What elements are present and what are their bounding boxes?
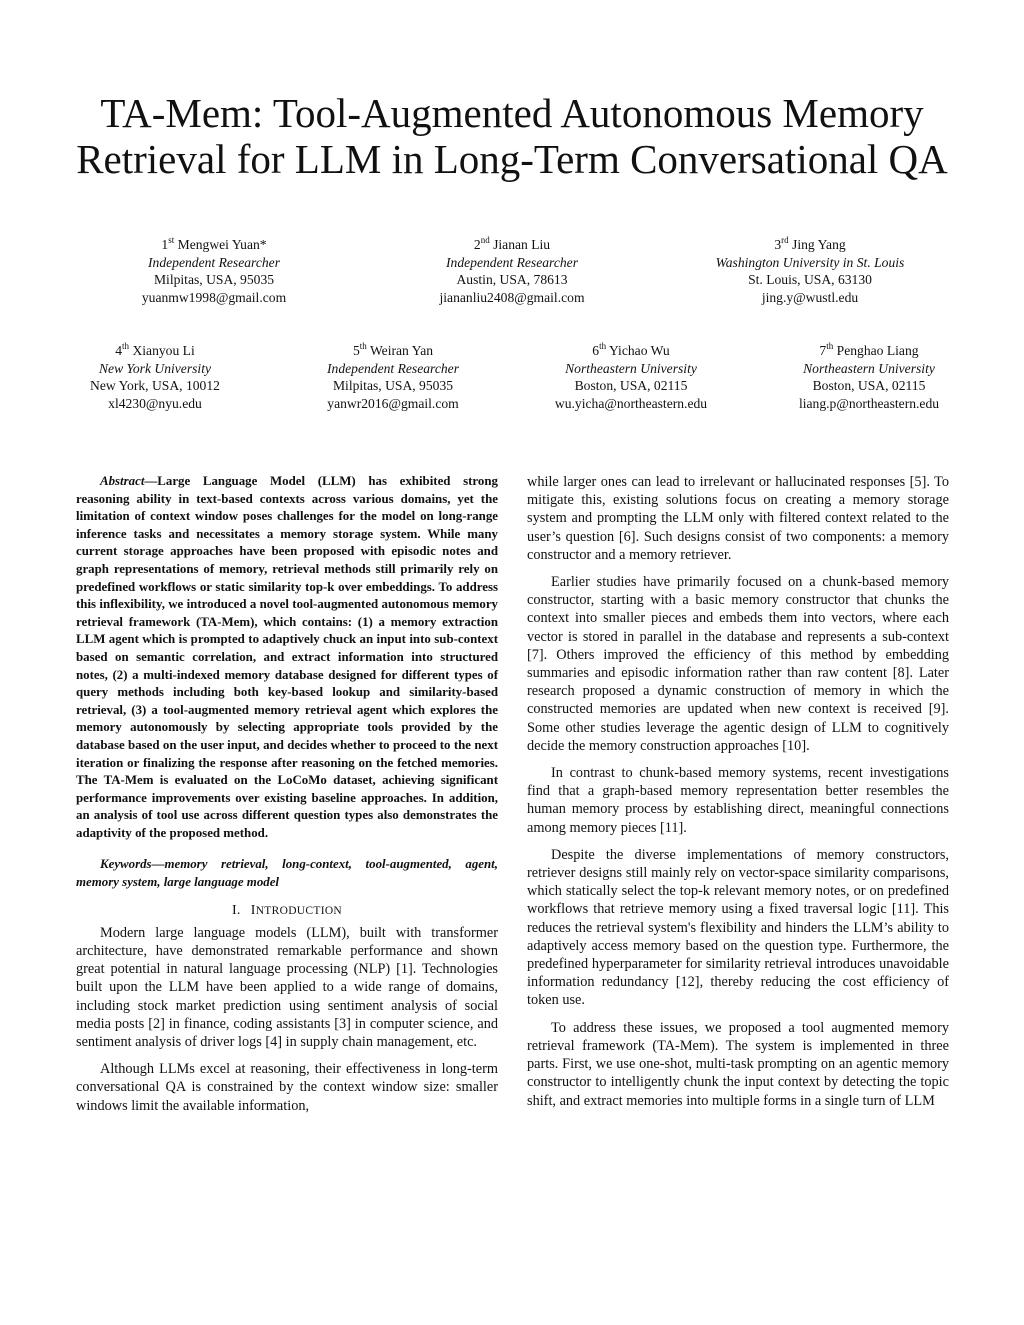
author-affiliation: Independent Researcher xyxy=(327,360,459,376)
author-name: 5th Weiran Yan xyxy=(352,341,434,358)
author-email: jing.y@wustl.edu xyxy=(761,289,859,305)
author-affiliation: Independent Researcher xyxy=(446,254,578,270)
paragraph: Despite the diverse implementations of memory constructors, retriever designs still mainly rely on vector-space similarity comparisons, which statically select the top-k relevant memory notes, or on predefined workflows that retrieve memory using a fixed traversal logic [11]. This reduces the retrieval system's flexibility and hinders the LLM’s ability to adaptively access memory based on the question type. Furthermore, the predefined hyperparameter for similarity retrieval introduces unavoidable information redundancy [12], thereby reducing the cost efficiency of token use. xyxy=(527,846,949,1009)
author-name: 7th Penghao Liang xyxy=(819,341,919,358)
author-block xyxy=(754,342,984,412)
title-line-1: TA-Mem: Tool-Augmented Autonomous Memory xyxy=(100,90,924,136)
authors-row-1 xyxy=(0,236,1024,306)
author-affiliation: Washington University in St. Louis xyxy=(715,254,905,270)
paragraph: In contrast to chunk-based memory systems, recent investigations find that a graph-based memory representation better resembles the human memory process by establishing direct, meaningful connections among memory pieces [11]. xyxy=(527,765,949,836)
author-location: Boston, USA, 02115 xyxy=(812,378,926,393)
section-heading-introduction xyxy=(76,902,498,920)
author-block xyxy=(65,236,363,306)
author-name: 6th Yichao Wu xyxy=(592,341,670,358)
author-affiliation: Independent Researcher xyxy=(148,254,280,270)
author-email: yanwr2016@gmail.com xyxy=(327,395,459,411)
author-location: Austin, USA, 78613 xyxy=(456,272,568,287)
section-number: I. xyxy=(231,902,241,918)
paragraph: Earlier studies have primarily focused on a chunk-based memory constructor, starting with a basic memory constructor that chunks the context into smaller pieces and embeds them into vectors, where each vector is stored in parallel in the database and represents a sub-context [7]. Others improved the efficiency of this method by embedding summaries and episodic information rather than raw content [8]. Later research proposed a dynamic construction of memory in which the constructed memories are updated when new context is received [9]. Some other studies leverage the agentic design of LLM to cognitively decide the memory construction approaches [10]. xyxy=(527,574,949,754)
author-name: 3rd Jing Yang xyxy=(774,235,846,252)
author-name: 1st Mengwei Yuan* xyxy=(161,235,267,252)
paragraph: Although LLMs excel at reasoning, their effectiveness in long-term conversational QA is constrained by the context window size: smaller windows limit the available information, xyxy=(76,1061,498,1114)
author-email: wu.yicha@northeastern.edu xyxy=(554,395,708,411)
author-affiliation: New York University xyxy=(98,360,212,376)
author-location: New York, USA, 10012 xyxy=(90,378,220,393)
author-block xyxy=(516,342,746,412)
author-name: 4th Xianyou Li xyxy=(115,341,195,358)
author-affiliation: Northeastern University xyxy=(565,360,697,376)
author-email: xl4230@nyu.edu xyxy=(108,395,202,411)
author-affiliation: Northeastern University xyxy=(803,360,935,376)
authors-row-2 xyxy=(0,342,1024,412)
title-line-2: Retrieval for LLM in Long-Term Conversational QA xyxy=(76,136,948,182)
section-initial: I xyxy=(250,902,256,918)
abstract-dash: — xyxy=(144,474,158,488)
author-email: liang.p@northeastern.edu xyxy=(798,395,940,411)
abstract-lead: Abstract xyxy=(100,474,145,488)
abstract-text: Large Language Model (LLM) has exhibited strong reasoning ability in text-based contexts across various domains, yet the limitation of context window poses challenges for the model on long-range inference tasks and necessitates a memory storage system. While many current storage approaches have been proposed with episodic notes and graph representations of memory, retrieval methods still primarily rely on predefined workflows or static similarity top-k over embeddings. To address this inflexibility, we introduced a novel tool-augmented autonomous memory retrieval framework (TA-Mem), which contains: (1) a memory extraction LLM agent which is prompted to adaptively chuck an input into sub-context based on semantic correlation, and extract information into structured notes, (2) a multi-indexed memory database designed for different types of query methods including both key-based lookup and similarity-based retrieval, (3) a tool-augmented memory retrieval agent which explores the memory autonomously by selecting appropriate tools provided by the database based on the user input, and decides whether to proceed to the next iteration or finalizing the response after reasoning on the fetched memories. The TA-Mem is evaluated on the LoCoMo dataset, achieving significant performance improvements over existing baseline approaches. In addition, an analysis of tool use across different question types also demonstrates the adaptivity of the proposed method. xyxy=(76,474,498,840)
author-name: 2nd Jianan Liu xyxy=(473,235,551,252)
paragraph: while larger ones can lead to irrelevant or hallucinated responses [5]. To mitigate this, existing solutions focus on creating a memory storage system and prompting the LLM only with filtered context related to the user’s question [6]. Such designs consist of two components: a memory constructor and a memory retriever. xyxy=(527,474,949,563)
section-title-rest: NTRODUCTION xyxy=(255,904,343,917)
paragraph: Modern large language models (LLM), built with transformer architecture, have demonstrated remarkable performance and shown great potential in natural language processing (NLP) [1]. Technologies built upon the LLM have been applied to a wide range of domains, including stock market prediction using sentiment analysis of social media posts [2] in finance, coding assistants [3] in computer science, and sentiment analysis of driver logs [4] in supply chain management, etc. xyxy=(76,924,498,1051)
author-block xyxy=(661,236,959,306)
left-column xyxy=(76,473,498,1124)
paper-title xyxy=(40,90,984,182)
author-block xyxy=(363,236,661,306)
paragraph: To address these issues, we proposed a tool augmented memory retrieval framework (TA-Mem). The system is implemented in three parts. First, we use one-shot, multi-task prompting on an agentic memory constructor to intelligently chunk the input context by detecting the topic shift, and extract memories into multiple forms in a single turn of LLM xyxy=(527,1019,949,1109)
author-location: Milpitas, USA, 95035 xyxy=(153,272,275,287)
author-email: jiananliu2408@gmail.com xyxy=(439,289,585,305)
author-block xyxy=(40,342,270,412)
author-location: St. Louis, USA, 63130 xyxy=(748,272,872,287)
author-location: Boston, USA, 02115 xyxy=(574,378,688,393)
author-block xyxy=(278,342,508,412)
right-column xyxy=(527,473,949,1119)
author-location: Milpitas, USA, 95035 xyxy=(332,378,454,393)
abstract xyxy=(76,473,498,842)
author-email: yuanmw1998@gmail.com xyxy=(141,289,287,305)
keywords: Keywords—memory retrieval, long-context, tool-augmented, agent, memory system, large language model xyxy=(76,857,498,890)
